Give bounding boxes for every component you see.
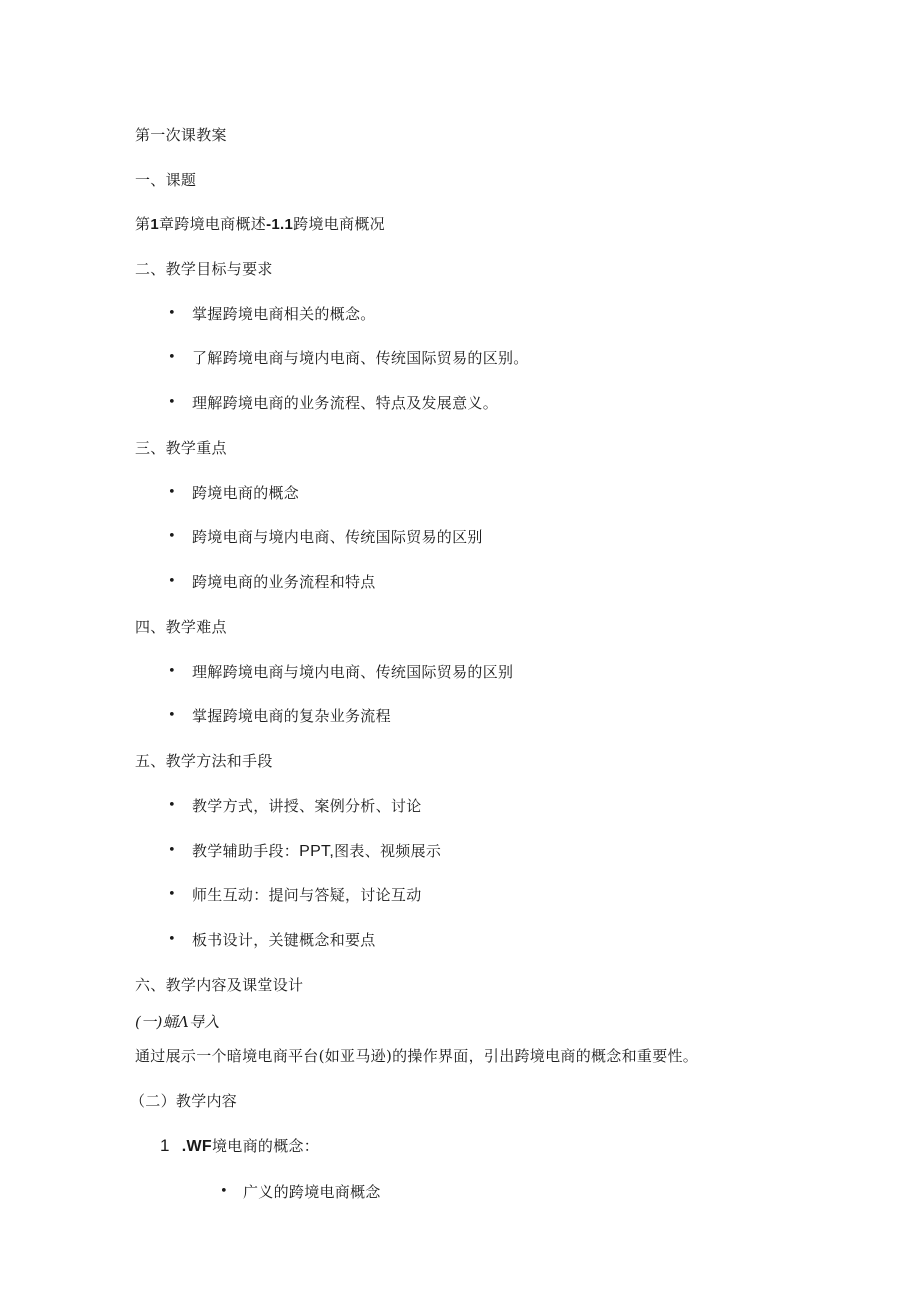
bullet-icon: • [168,395,176,410]
bullet-icon: • [168,350,176,365]
bullet-icon: • [168,932,176,947]
point-text: 境电商的概念： [212,1137,320,1155]
list-item: 教学方式，讲授、案例分析、讨论 [192,797,422,815]
section-heading-difficulties: 四、教学难点 [135,618,227,636]
list-item: 板书设计，关键概念和要点 [192,931,376,949]
section-heading-key-points: 三、教学重点 [135,439,227,457]
list-item: 跨境电商的业务流程和特点 [192,573,376,591]
doc-title: 第一次课教案 [135,126,227,144]
bullet-icon: • [168,798,176,813]
topic-num-1: 1 [150,216,159,233]
point-wf: .WF [181,1138,212,1155]
aid-suffix: 图表、视频展示 [334,842,442,860]
list-item: 理解跨境电商的业务流程、特点及发展意义。 [192,394,499,412]
topic-mid: 章跨境电商概述 [158,215,267,233]
bullet-icon: • [168,306,176,321]
topic-num-2: -1.1 [266,216,294,233]
list-item: 掌握跨境电商的复杂业务流程 [192,707,391,725]
section-heading-methods: 五、教学方法和手段 [135,752,273,770]
section-heading-goals: 二、教学目标与要求 [135,260,273,278]
bullet-icon: • [220,1184,228,1199]
list-item: 跨境电商与境内电商、传统国际贸易的区别 [192,528,483,546]
list-item-teaching-aids [192,841,441,862]
subsection-heading-content: （二）教学内容 [130,1092,238,1110]
list-item: 掌握跨境电商相关的概念。 [192,305,376,323]
subsection-heading-intro: (一)蛹Λ导入 [135,1013,220,1031]
bullet-icon: • [168,708,176,723]
point-number: 1 [160,1136,170,1155]
list-item: 跨境电商的概念 [192,484,300,502]
bullet-icon: • [168,664,176,679]
bullet-icon: • [168,485,176,500]
bullet-icon: • [168,887,176,902]
section-heading-content-design: 六、教学内容及课堂设计 [135,976,304,994]
topic-suffix: 跨境电商概况 [293,215,385,233]
content-point-1 [160,1136,319,1157]
topic-line [135,214,385,235]
bullet-icon: • [168,574,176,589]
intro-paragraph: 通过展示一个暗境电商平台(如亚马逊)的操作界面，引出跨境电商的概念和重要性。 [135,1047,699,1065]
list-item: 理解跨境电商与境内电商、传统国际贸易的区别 [192,663,514,681]
sub-list-item: 广义的跨境电商概念 [243,1183,381,1201]
bullet-icon: • [168,843,176,858]
aid-prefix: 教学辅助手段： [192,842,300,860]
aid-ppt: PPT, [299,843,335,860]
topic-prefix: 第 [135,215,151,233]
bullet-icon: • [168,529,176,544]
list-item: 师生互动：提问与答疑，讨论互动 [192,886,422,904]
section-heading-topic: 一、课题 [135,171,197,189]
list-item: 了解跨境电商与境内电商、传统国际贸易的区别。 [192,349,529,367]
